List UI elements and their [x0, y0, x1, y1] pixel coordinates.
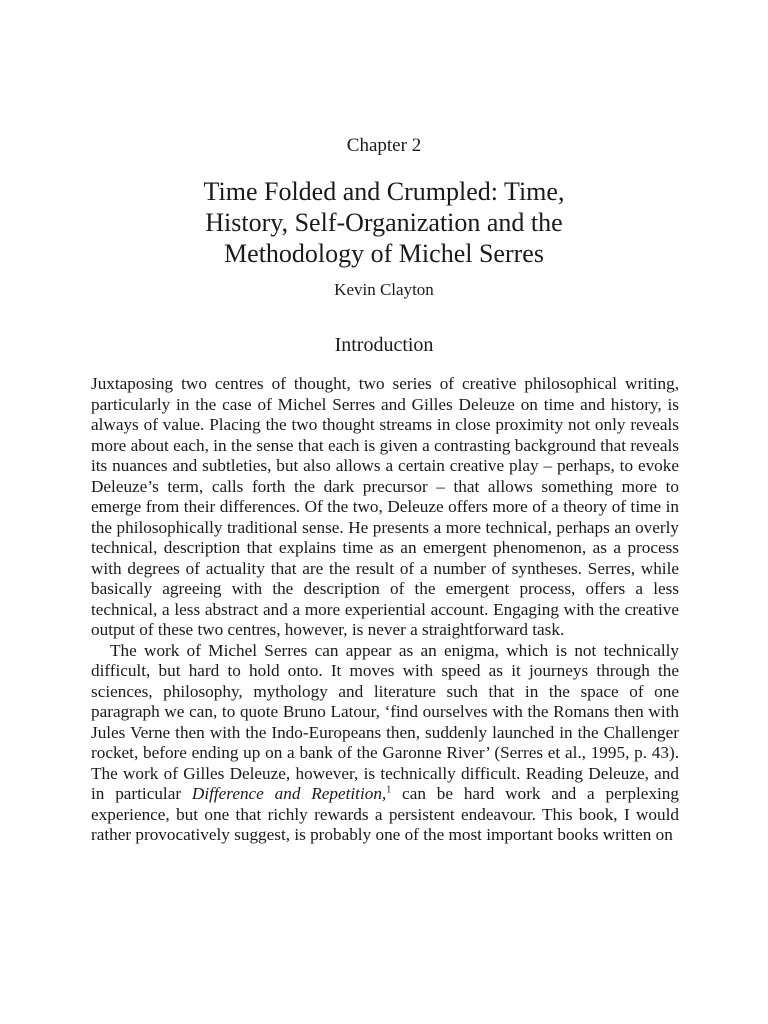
chapter-number: Chapter 2: [346, 135, 422, 156]
chapter-title: [0, 176, 768, 269]
body-text: [91, 374, 679, 846]
book-title: Difference and Repetition,: [191, 784, 387, 803]
chapter-title-line: Time Folded and Crumpled: Time,: [203, 177, 565, 206]
footnote-marker: 1: [386, 784, 392, 796]
section-heading: Introduction: [334, 334, 434, 356]
paragraph-text: The work of Michel Serres can appear as an enigma, which is not technically difficult, but hard to hold onto. It moves with speed as it journeys through the sciences, philosophy, mythology and literature such that in the space of one paragraph we can, to quote Bruno Latour, ‘find ourselves with the Romans then with Jules Verne then with the Indo-Europeans then, suddenly launched in the Challenger rocket, before ending up on a bank of the Garonne River’ (Serres et al., 1995, p. 43). The work of Gilles Deleuze, however, is technically difficult. Reading Deleuze, and in particular: [91, 640, 679, 803]
paragraph: Juxtaposing two centres of thought, two series of creative philosophical writing, particularly in the case of Michel Serres and Gilles Deleuze on time and history, is always of value. Placing the two thought streams in close proximity not only reveals more about each, in the sense that each is given a contrasting background that reveals its nuances and subtleties, but also allows a certain creative play – perhaps, to evoke Deleuze’s term, calls forth the dark precursor – that allows something more to emerge from their differences. Of the two, Deleuze offers more of a theory of time in the philosophically traditional sense. He presents a more technical, perhaps an overly technical, description that explains time as an emergent phenomenon, as a process with degrees of actuality that are the result of a number of syntheses. Serres, while basically agreeing with the description of the emergent process, offers a less technical, a less abstract and a more experiential account. Engaging with the creative output of these two centres, however, is never a straightforward task.: [91, 374, 679, 639]
author-name: Kevin Clayton: [334, 280, 434, 299]
chapter-title-line: History, Self-Organization and the: [205, 208, 563, 237]
paragraph-text: can be hard work and a perplexing experience, but one that richly rewards a persistent endeavour. This book, I would rather provocatively suggest, is probably one of the most important books written on: [91, 784, 679, 844]
chapter-title-line: Methodology of Michel Serres: [224, 239, 544, 268]
paragraph: [91, 641, 679, 846]
